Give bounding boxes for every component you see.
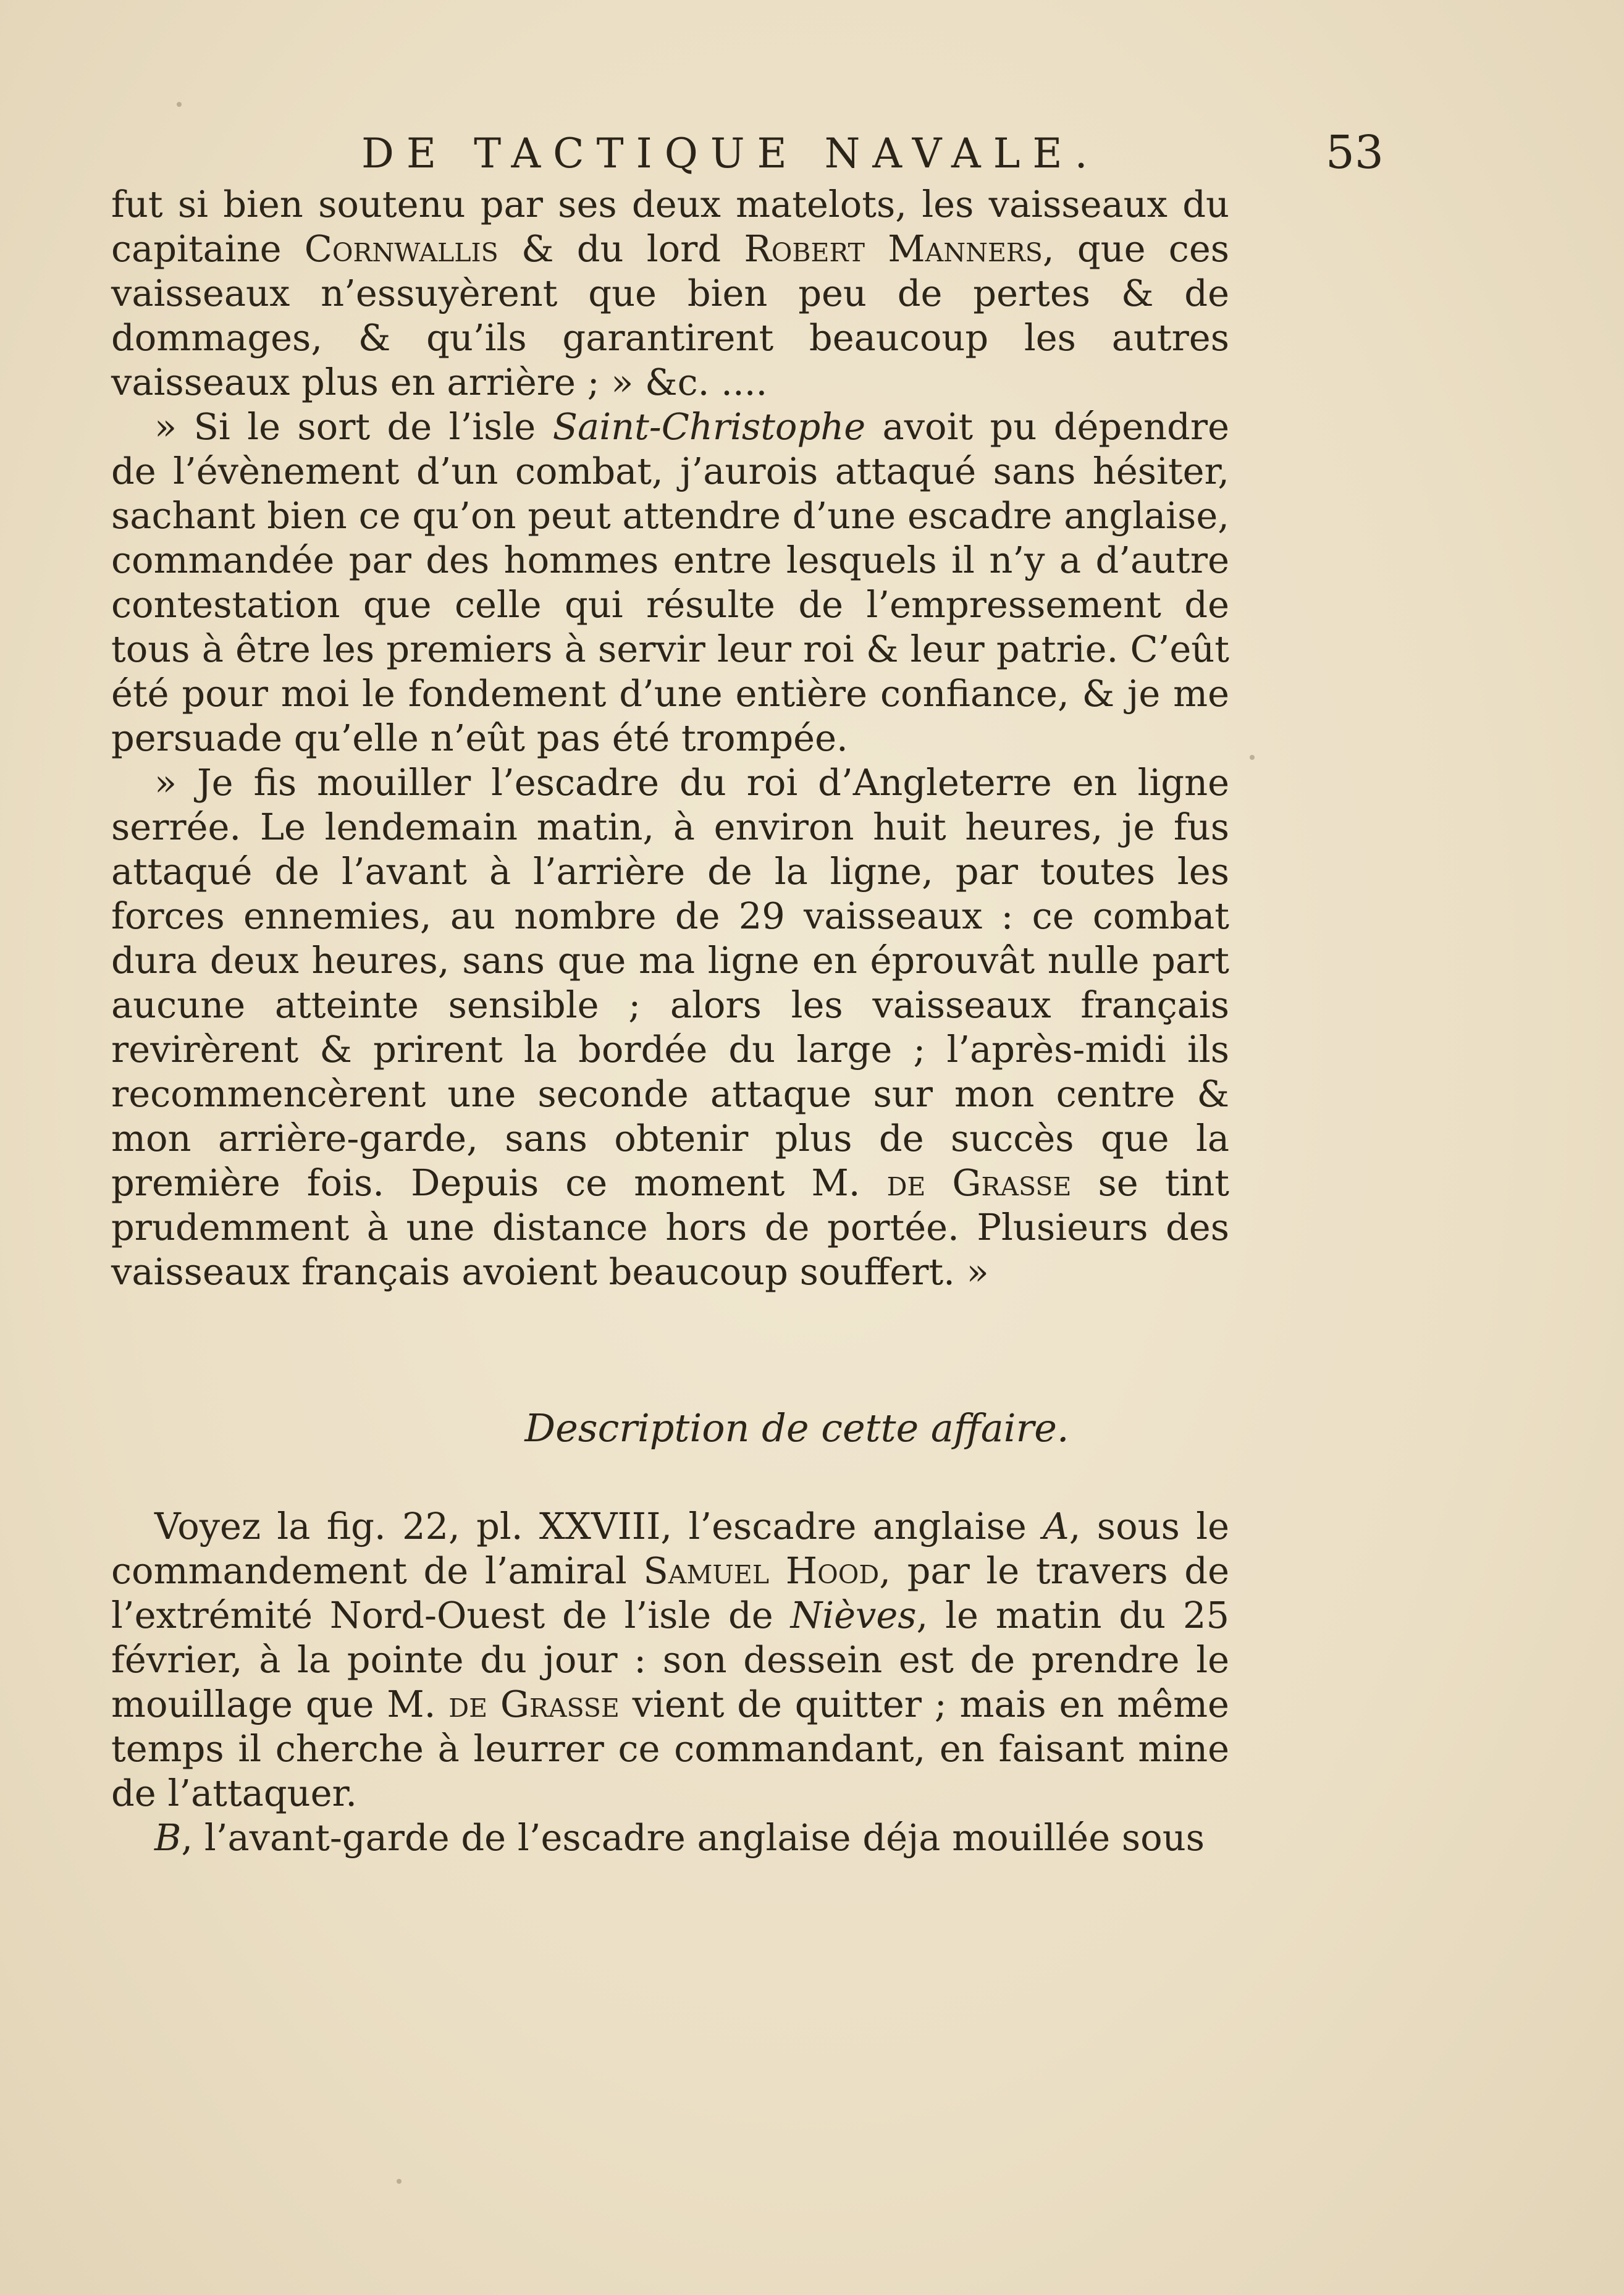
text-segment: Nièves	[790, 1594, 917, 1636]
text-segment: Cornwallis	[304, 227, 499, 270]
text-segment: B	[154, 1816, 182, 1859]
text-segment: avoit pu dépendre de l’évènement d’un combat, j’aurois attaqué sans hésiter, sachant bien ce qu’on peut attendre d’une escadre anglaise, commandée par des hommes entre lesquels il n’y a d’autre contestation que celle qui résulte de l’empressement de tous à être les premiers à servir leur roi & leur patrie. C’eût été pour moi le fondement d’une entière confiance, & je me persuade qu’elle n’eût pas été trompée.	[111, 405, 1229, 759]
text-segment: A	[1043, 1505, 1069, 1548]
text-segment: Voyez la fig. 22, pl. XXVIII, l’escadre anglaise	[154, 1505, 1043, 1548]
text-segment: vient de quitter ; mais en même temps il cherche à leurrer ce commandant, en faisant mine de l’attaquer.	[111, 1683, 1229, 1814]
page-number: 53	[1325, 126, 1384, 179]
paragraph	[111, 1504, 1229, 1816]
paragraph	[111, 405, 1229, 760]
text-segment: de Grasse	[886, 1161, 1072, 1204]
text-segment: , que ces vaisseaux n’essuyèrent que bien peu de pertes & de dommages, & qu’ils garantirent beaucoup les autres vaisseaux plus en arrière ; » &c. ....	[111, 227, 1230, 403]
text-segment: » Je fis mouiller l’escadre du roi d’Angleterre en ligne serrée. Le lendemain matin, à environ huit heures, je fus attaqué de l’avant à l’arrière de la ligne, par toutes les forces ennemies, au nombre de 29 vaisseaux : ce combat dura deux heures, sans que ma ligne en éprouvât nulle part aucune atteinte sensible ; alors les vaisseaux français revirèrent & prirent la bordée du large ; l’après-midi ils recommencèrent une seconde attaque sur mon centre & mon arrière-garde, sans obtenir plus de succès que la première fois. Depuis ce moment M.	[111, 761, 1229, 1204]
text-segment: » Si le sort de l’isle	[154, 405, 553, 448]
paragraph	[111, 760, 1229, 1294]
paragraph	[111, 1816, 1229, 1860]
text-segment: se tint prudemment à une distance hors de portée. Plusieurs des vaisseaux français avoient beaucoup souffert. »	[111, 1161, 1229, 1293]
paper-speck	[1250, 755, 1255, 760]
text-segment: , par le travers de l’extrémité Nord-Ouest de l’isle de	[111, 1549, 1229, 1636]
text-segment: Samuel Hood	[643, 1549, 880, 1592]
text-segment: Robert Manners	[744, 227, 1043, 270]
body-text-bottom	[111, 1504, 1229, 1860]
text-segment: , sous le commandement de l’amiral	[111, 1505, 1229, 1592]
paper-speck	[397, 2179, 402, 2184]
page-header	[111, 117, 1495, 185]
text-segment: fut si bien soutenu par ses deux matelots, les vaisseaux du capitaine	[111, 183, 1229, 270]
paragraph	[111, 182, 1229, 405]
body-text-top	[111, 182, 1229, 1294]
text-segment: Saint-Christophe	[552, 405, 866, 448]
text-segment: de Grasse	[448, 1683, 620, 1725]
section-heading: Description de cette affaire.	[524, 1405, 1069, 1451]
running-title: DE TACTIQUE NAVALE.	[361, 130, 1100, 177]
paper-speck	[177, 102, 182, 107]
text-segment: , le matin du 25 février, à la pointe du jour : son dessein est de prendre le mouillage que M.	[111, 1594, 1229, 1725]
text-segment: & du lord	[498, 227, 744, 270]
text-segment: , l’avant-garde de l’escadre anglaise déja mouillée sous	[181, 1816, 1205, 1859]
